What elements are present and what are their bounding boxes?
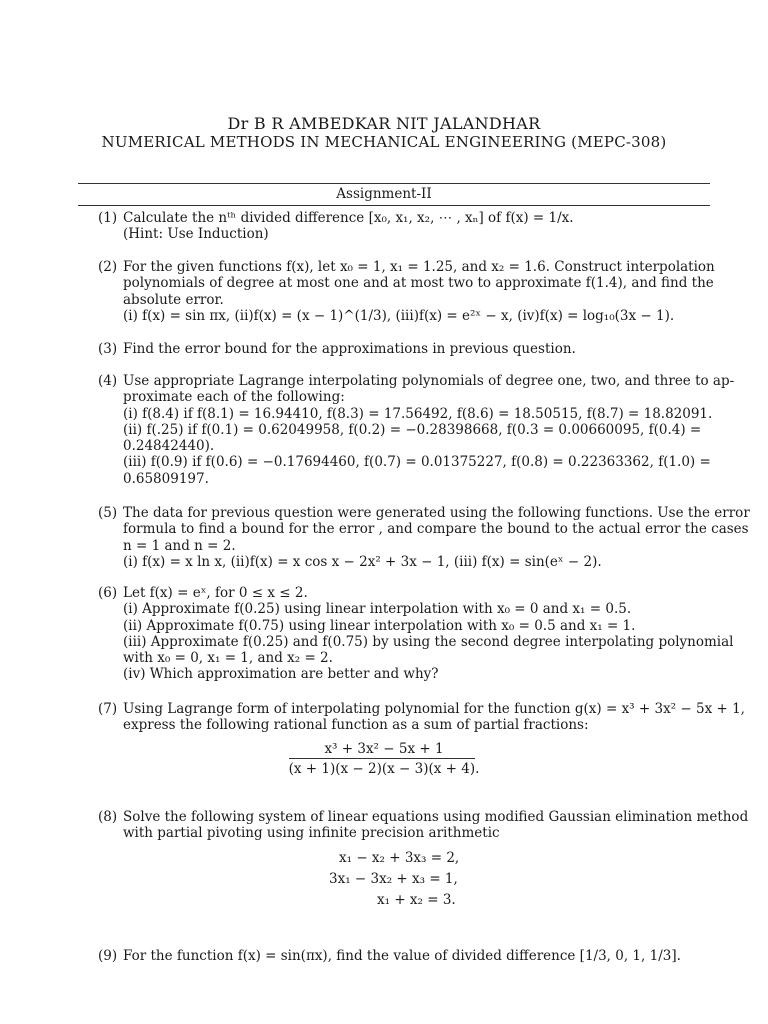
question-line: 0.65809197.	[123, 470, 209, 487]
top-rule	[78, 183, 710, 184]
question-line: polynomials of degree at most one and at most two to approximate f(1.4), and find the	[123, 275, 714, 292]
question-line: Find the error bound for the approximations in previous question.	[123, 341, 576, 357]
institute-title: Dr B R AMBEDKAR NIT JALANDHAR	[227, 114, 541, 133]
fraction-denominator: (x + 1)(x − 2)(x − 3)(x + 4)	[289, 758, 476, 778]
question-2	[98, 259, 715, 324]
question-line: Solve the following system of linear equations using modified Gaussian elimination method	[123, 809, 749, 825]
fraction-numerator: x³ + 3x² − 5x + 1	[324, 741, 444, 757]
question-line: Use appropriate Lagrange interpolating polynomials of degree one, two, and three to ap-	[123, 373, 735, 389]
question-9	[98, 948, 710, 964]
rational-function	[0, 741, 768, 778]
equation-2: 3x₁ − 3x₂ + x₃ = 1,	[329, 871, 458, 887]
question-number: (2)	[98, 259, 118, 275]
question-line: (i) f(x) = sin πx, (ii)f(x) = (x − 1)^(1/3), (iii)f(x) = e²ˣ − x, (iv)f(x) = log₁₀(3x − 1).	[123, 307, 675, 324]
equation-3: x₁ + x₂ = 3.	[377, 892, 456, 908]
question-line: (ii) f(.25) if f(0.1) = 0.62049958, f(0.2) = −0.28398668, f(0.3 = 0.00660095, f(0.4) =	[123, 421, 702, 438]
question-line: Using Lagrange form of interpolating polynomial for the function g(x) = x³ + 3x² − 5x + 1,	[123, 701, 745, 717]
question-8	[98, 809, 749, 842]
question-line: (ii) Approximate f(0.75) using linear interpolation with x₀ = 0.5 and x₁ = 1.	[123, 617, 636, 634]
question-line: The data for previous question were generated using the following functions. Use the error	[123, 505, 750, 521]
bottom-rule	[78, 205, 710, 206]
question-7	[98, 701, 745, 734]
question-line: (iii) Approximate f(0.25) and f(0.75) by using the second degree interpolating polynomial	[123, 633, 734, 650]
question-5	[98, 505, 750, 570]
question-line: formula to find a bound for the error , and compare the bound to the actual error the cases	[123, 521, 749, 538]
question-number: (5)	[98, 505, 118, 521]
course-title: NUMERICAL METHODS IN MECHANICAL ENGINEERING (MEPC-308)	[101, 133, 667, 151]
question-3	[98, 341, 710, 357]
question-line: (iv) Which approximation are better and why?	[123, 666, 439, 683]
question-line: Calculate the nᵗʰ divided difference [x₀, x₁, x₂, ⋯ , xₙ] of f(x) = 1/x.	[123, 210, 574, 226]
fraction-period: .	[475, 761, 480, 777]
question-number: (6)	[98, 585, 118, 601]
question-number: (8)	[98, 809, 118, 825]
question-line: (i) Approximate f(0.25) using linear interpolation with x₀ = 0 and x₁ = 0.5.	[123, 601, 632, 618]
question-6	[98, 585, 734, 683]
question-4	[98, 373, 735, 487]
question-line: For the given functions f(x), let x₀ = 1, x₁ = 1.25, and x₂ = 1.6. Construct interpolation	[123, 259, 715, 275]
question-number: (1)	[98, 210, 118, 226]
question-number: (3)	[98, 341, 118, 357]
question-line: proximate each of the following:	[123, 389, 345, 406]
question-line: (iii) f(0.9) if f(0.6) = −0.17694460, f(0.7) = 0.01375227, f(0.8) = 0.22363362, f(1.0) =	[123, 454, 711, 471]
question-line: (i) f(x) = x ln x, (ii)f(x) = x cos x − 2x² + 3x − 1, (iii) f(x) = sin(eˣ − 2).	[123, 553, 602, 570]
question-number: (4)	[98, 373, 118, 389]
equation-1: x₁ − x₂ + 3x₃ = 2,	[339, 850, 460, 866]
question-line: express the following rational function as a sum of partial fractions:	[123, 717, 589, 734]
question-line: with partial pivoting using infinite precision arithmetic	[123, 825, 500, 842]
question-line: n = 1 and n = 2.	[123, 537, 236, 554]
question-line: (i) f(8.4) if f(8.1) = 16.94410, f(8.3) = 17.56492, f(8.6) = 18.50515, f(8.7) = 18.82091.	[123, 405, 713, 422]
question-line: Let f(x) = eˣ, for 0 ≤ x ≤ 2.	[123, 585, 308, 601]
question-number: (7)	[98, 701, 118, 717]
assignment-title: Assignment-II	[336, 186, 432, 202]
question-line: 0.24842440).	[123, 438, 215, 455]
question-hint: (Hint: Use Induction)	[123, 226, 269, 243]
question-line: with x₀ = 0, x₁ = 1, and x₂ = 2.	[123, 650, 333, 667]
question-line: For the function f(x) = sin(πx), find the value of divided difference [1/3, 0, 1, 1/3].	[123, 948, 681, 964]
question-number: (9)	[98, 948, 118, 964]
question-line: absolute error.	[123, 291, 224, 308]
question-1	[98, 210, 710, 243]
